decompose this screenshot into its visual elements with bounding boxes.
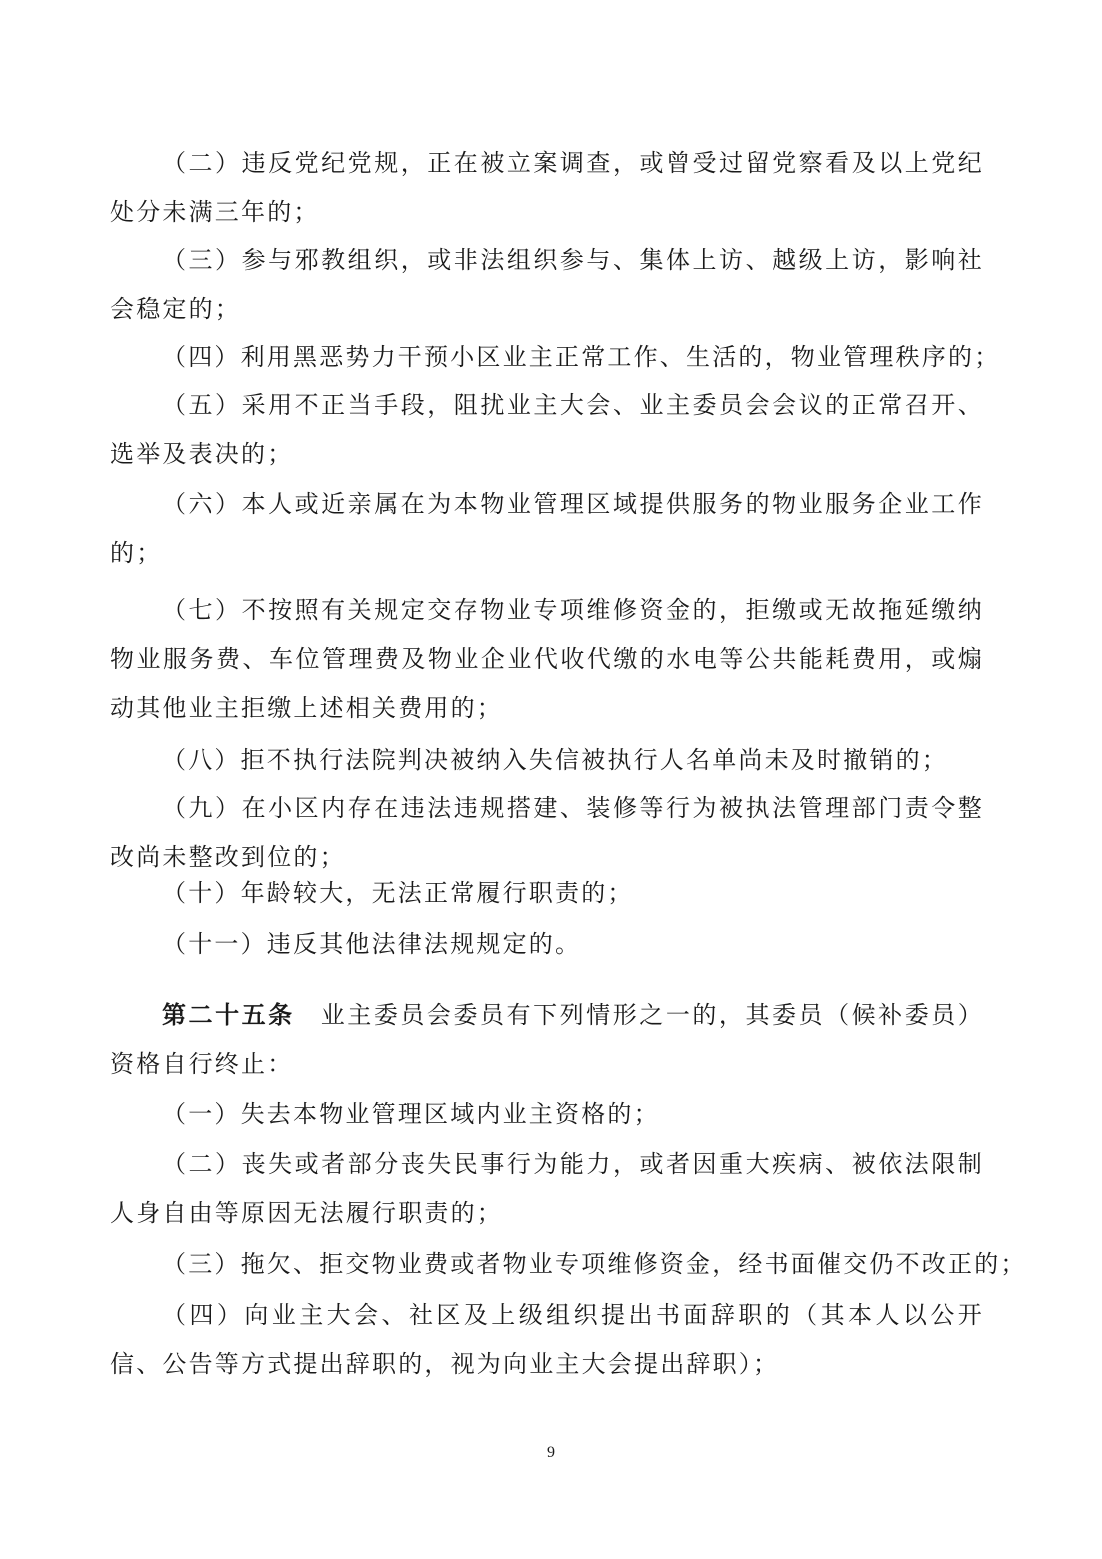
clause-item-9: （九）在小区内存在违法违规搭建、装修等行为被执法管理部门责令整改尚未整改到位的； bbox=[110, 794, 984, 871]
page-number: 9 bbox=[547, 1444, 555, 1461]
clause-item-8: （八）拒不执行法院判决被纳入失信被执行人名单尚未及时撤销的； bbox=[162, 746, 948, 774]
termination-item-4: （四）向业主大会、社区及上级组织提出书面辞职的（其本人以公开信、公告等方式提出辞职的，视为向业主大会提出辞职）； bbox=[110, 1301, 984, 1378]
termination-item-2: （二）丧失或者部分丧失民事行为能力，或者因重大疾病、被依法限制人身自由等原因无法履行职责的； bbox=[110, 1150, 984, 1227]
clause-item-6: （六）本人或近亲属在为本物业管理区域提供服务的物业服务企业工作的； bbox=[110, 490, 984, 567]
clause-item-2: （二）违反党纪党规，正在被立案调查，或曾受过留党察看及以上党纪处分未满三年的； bbox=[110, 149, 984, 226]
termination-item-3: （三）拖欠、拒交物业费或者物业专项维修资金，经书面催交仍不改正的； bbox=[162, 1250, 1027, 1278]
article-text: 业主委员会委员有下列情形之一的，其委员（候补委员）资格自行终止： bbox=[110, 1001, 985, 1078]
clause-item-7: （七）不按照有关规定交存物业专项维修资金的，拒缴或无故拖延缴纳物业服务费、车位管理费及物业企业代收代缴的水电等公共能耗费用，或煽动其他业主拒缴上述相关费用的； bbox=[110, 596, 984, 722]
article-25 bbox=[110, 990, 984, 1089]
clause-item-11: （十一）违反其他法律法规规定的。 bbox=[162, 930, 582, 958]
clause-item-10: （十）年龄较大，无法正常履行职责的； bbox=[162, 879, 634, 907]
termination-item-1: （一）失去本物业管理区域内业主资格的； bbox=[162, 1100, 660, 1128]
clause-item-4: （四）利用黑恶势力干预小区业主正常工作、生活的，物业管理秩序的； bbox=[162, 343, 1001, 371]
article-number: 第二十五条 bbox=[162, 1000, 295, 1029]
clause-item-3: （三）参与邪教组织，或非法组织参与、集体上访、越级上访，影响社会稳定的； bbox=[110, 246, 984, 323]
clause-item-5: （五）采用不正当手段，阻扰业主大会、业主委员会会议的正常召开、选举及表决的； bbox=[110, 391, 984, 468]
